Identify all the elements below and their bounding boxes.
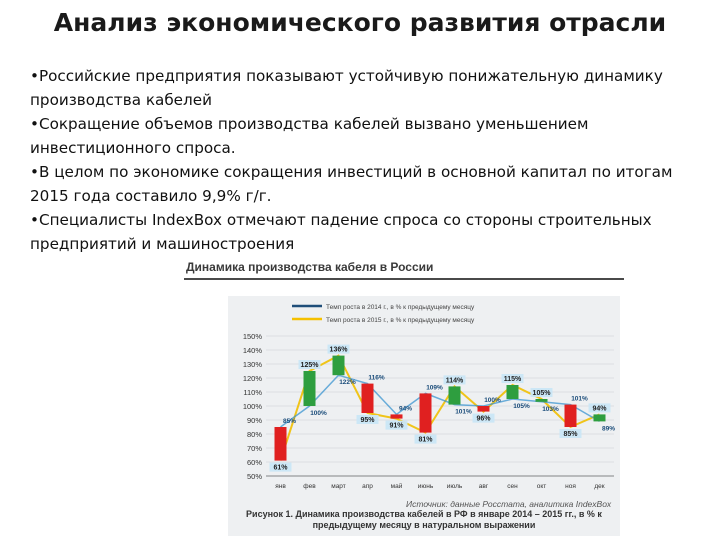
waterfall-bar xyxy=(420,393,432,432)
data-label-start: 101% xyxy=(455,408,472,416)
y-tick-label: 130% xyxy=(242,360,262,369)
bullet-item: •Специалисты IndexBox отмечают падение спроса со стороны строительных предприятий и машиностроения xyxy=(30,211,652,253)
data-label: 61% xyxy=(273,464,288,472)
legend-label: Темп роста в 2015 г., в % к предыдущему месяцу xyxy=(326,317,475,324)
data-label-start: 100% xyxy=(310,410,327,417)
y-tick-label: 150% xyxy=(242,332,262,341)
x-tick-label: июль xyxy=(446,483,463,490)
data-label-start: 109% xyxy=(426,384,443,392)
bullet-item: •Российские предприятия показывают устойчивую понижательную динамику производства кабелей xyxy=(30,67,663,109)
data-label-start: 100% xyxy=(484,397,501,404)
y-tick-label: 140% xyxy=(242,346,262,355)
y-tick-label: 80% xyxy=(246,430,262,439)
bullet-list xyxy=(30,64,698,256)
data-label: 136% xyxy=(329,346,348,354)
data-label-start: 116% xyxy=(368,374,385,382)
x-tick-label: март xyxy=(331,483,346,490)
data-label: 96% xyxy=(476,415,491,423)
data-label-start: 101% xyxy=(571,395,588,403)
data-label: 115% xyxy=(503,376,522,383)
data-label: 85% xyxy=(563,431,578,438)
waterfall-bar xyxy=(275,427,287,461)
data-label-start: 122% xyxy=(339,379,356,387)
waterfall-bar xyxy=(536,399,548,402)
data-label: 94% xyxy=(592,405,607,413)
series-line-2014 xyxy=(281,375,600,427)
waterfall-bar xyxy=(362,384,374,413)
y-tick-label: 60% xyxy=(246,458,262,467)
waterfall-bar xyxy=(391,414,403,418)
legend-label: Темп роста в 2014 г., в % к предыдущему месяцу xyxy=(326,304,475,311)
y-tick-label: 120% xyxy=(242,374,262,383)
data-label-start: 94% xyxy=(398,405,413,413)
data-label-start: 103% xyxy=(542,405,559,413)
x-tick-label: янв xyxy=(275,483,286,490)
data-label: 114% xyxy=(445,377,464,385)
y-tick-label: 100% xyxy=(242,402,262,411)
waterfall-bar xyxy=(565,405,577,427)
data-label: 95% xyxy=(360,417,375,424)
data-label: 105% xyxy=(532,390,551,397)
data-label: 81% xyxy=(418,436,433,444)
page-title: Анализ экономического развития отрасли xyxy=(53,8,667,37)
bullet-item: •Сокращение объемов производства кабелей вызвано уменьшением инвестиционного спроса. xyxy=(30,115,589,157)
waterfall-bar xyxy=(304,371,316,406)
chart-source: Источник: данные Росстата, аналитика IndexBox xyxy=(406,499,612,509)
waterfall-bar xyxy=(333,356,345,376)
x-tick-label: апр xyxy=(362,483,373,490)
chart-caption: Рисунок 1. Динамика производства кабелей в РФ в январе 2014 – 2015 гг., в % к предыдущему месяцу в натуральном выражении xyxy=(246,509,602,530)
waterfall-bar xyxy=(478,406,490,412)
data-label: 125% xyxy=(300,362,319,369)
data-label-start: 85% xyxy=(282,418,297,425)
x-tick-label: фев xyxy=(303,483,316,490)
x-tick-label: авг xyxy=(478,483,489,490)
x-tick-label: ноя xyxy=(565,483,576,490)
bullet-item: •В целом по экономике сокращения инвестиций в основной капитал по итогам 2015 года составило 9,9% г/г. xyxy=(30,163,673,205)
data-label-start: 89% xyxy=(601,425,616,433)
y-tick-label: 50% xyxy=(246,472,262,481)
chart-figure xyxy=(178,256,628,540)
x-tick-label: май xyxy=(390,483,403,490)
y-tick-label: 90% xyxy=(246,416,262,425)
data-label: 91% xyxy=(389,422,404,430)
x-tick-label: дек xyxy=(594,483,605,490)
y-tick-label: 70% xyxy=(246,444,262,453)
x-tick-label: июнь xyxy=(417,483,434,490)
waterfall-bar xyxy=(449,386,461,404)
waterfall-bar xyxy=(507,385,519,399)
y-tick-label: 110% xyxy=(243,388,262,397)
waterfall-bar xyxy=(594,414,606,421)
chart-title-rule xyxy=(184,278,624,280)
x-tick-label: сен xyxy=(507,483,518,490)
x-tick-label: окт xyxy=(536,483,547,490)
chart-title: Динамика производства кабеля в России xyxy=(186,260,434,274)
data-label-start: 105% xyxy=(513,403,530,410)
